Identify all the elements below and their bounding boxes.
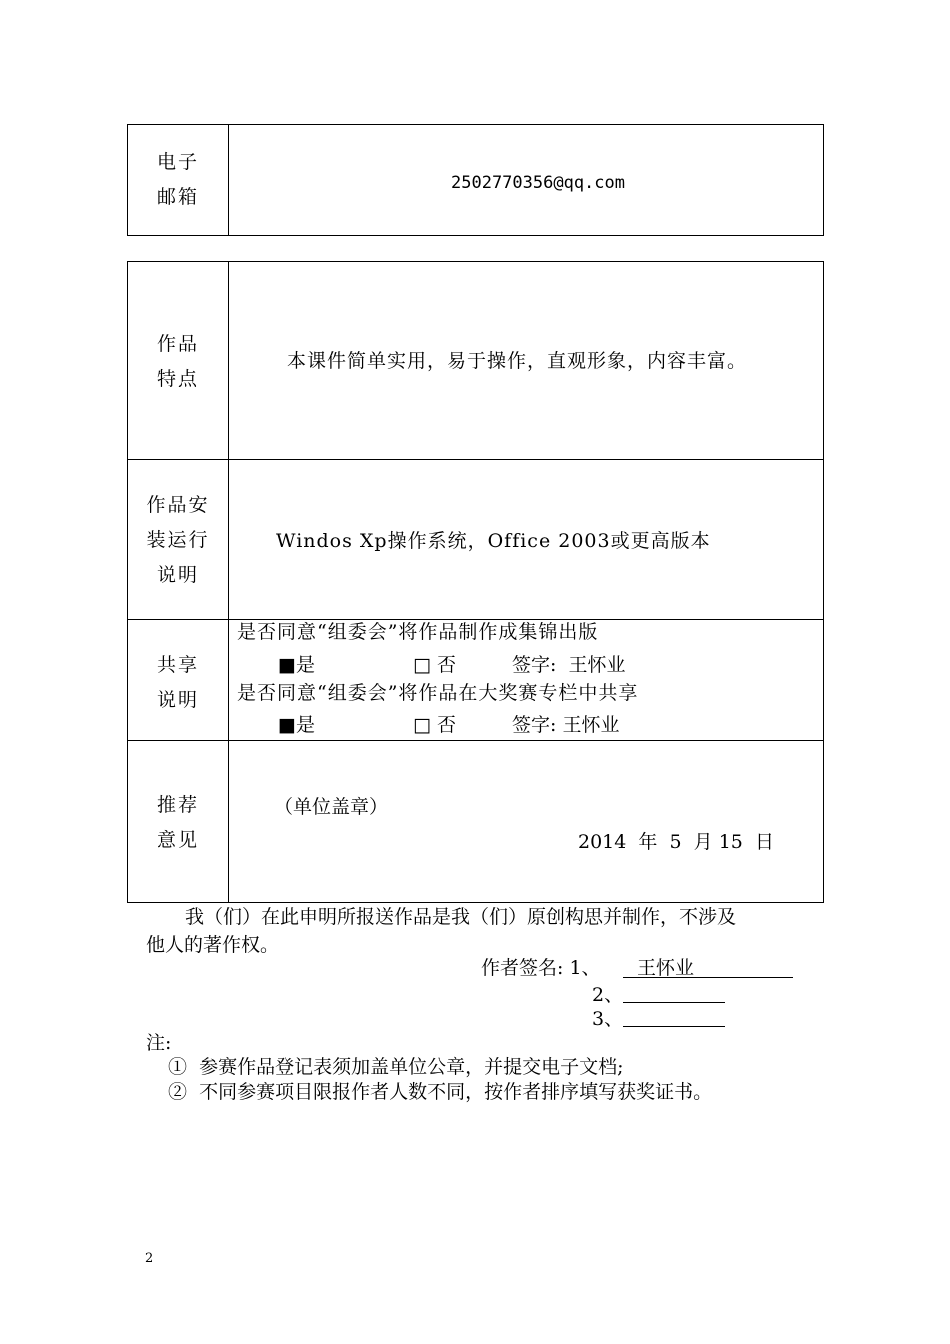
page-number: 2 [145,1251,154,1266]
signature-number-2: 2、 [592,984,624,1006]
author-name-1: 王怀业 [637,957,695,979]
note-item-2: ② 不同参赛项目限报作者人数不同，按作者排序填写获奖证书。 [168,1081,713,1103]
declaration-line-1: 我（们）在此申明所报送作品是我（们）原创构思并制作，不涉及 [185,906,737,928]
share-question-publish: 是否同意“组委会”将作品制作成集锦出版 [237,621,599,643]
install-label: 作品安 装运行 说明 [146,494,210,586]
details-table-divider [228,261,229,903]
signature-line-3 [623,1026,725,1027]
notes-title: 注: [146,1032,172,1054]
share-question-column: 是否同意“组委会”将作品在大奖赛专栏中共享 [237,682,639,704]
email-table-divider [228,124,229,236]
note-item-1: ① 参赛作品登记表须加盖单位公章，并提交电子文档; [168,1056,624,1078]
publish-yes-checkbox[interactable]: ■是 [278,654,315,676]
column-yes-checkbox[interactable]: ■是 [278,714,315,736]
publish-signature: 签字: 王怀业 [512,654,626,676]
recommend-label: 推荐 意见 [156,794,199,851]
email-value: 2502770356@qq.com [451,173,625,193]
column-signature: 签字: 王怀业 [512,714,620,736]
install-value: Windos Xp操作系统，Office 2003或更高版本 [276,530,711,552]
features-value: 本课件简单实用，易于操作，直观形象，内容丰富。 [287,350,748,372]
row-divider-1 [127,459,824,460]
author-signature-label: 作者签名: 1、 [481,957,601,979]
column-no-checkbox[interactable]: □ 否 [413,714,456,736]
publish-no-checkbox[interactable]: □ 否 [413,654,456,676]
features-label: 作品 特点 [156,333,199,390]
declaration-line-2: 他人的著作权。 [146,934,280,956]
recommend-date: 2014 年 5 月 15 日 [578,831,774,853]
signature-line-2 [623,1002,725,1003]
row-divider-3 [127,740,824,741]
email-label: 电子 邮箱 [156,151,199,208]
seal-text: （单位盖章） [274,796,389,818]
signature-line-1 [623,977,793,978]
signature-number-3: 3、 [592,1008,624,1030]
share-label: 共享 说明 [156,654,199,711]
